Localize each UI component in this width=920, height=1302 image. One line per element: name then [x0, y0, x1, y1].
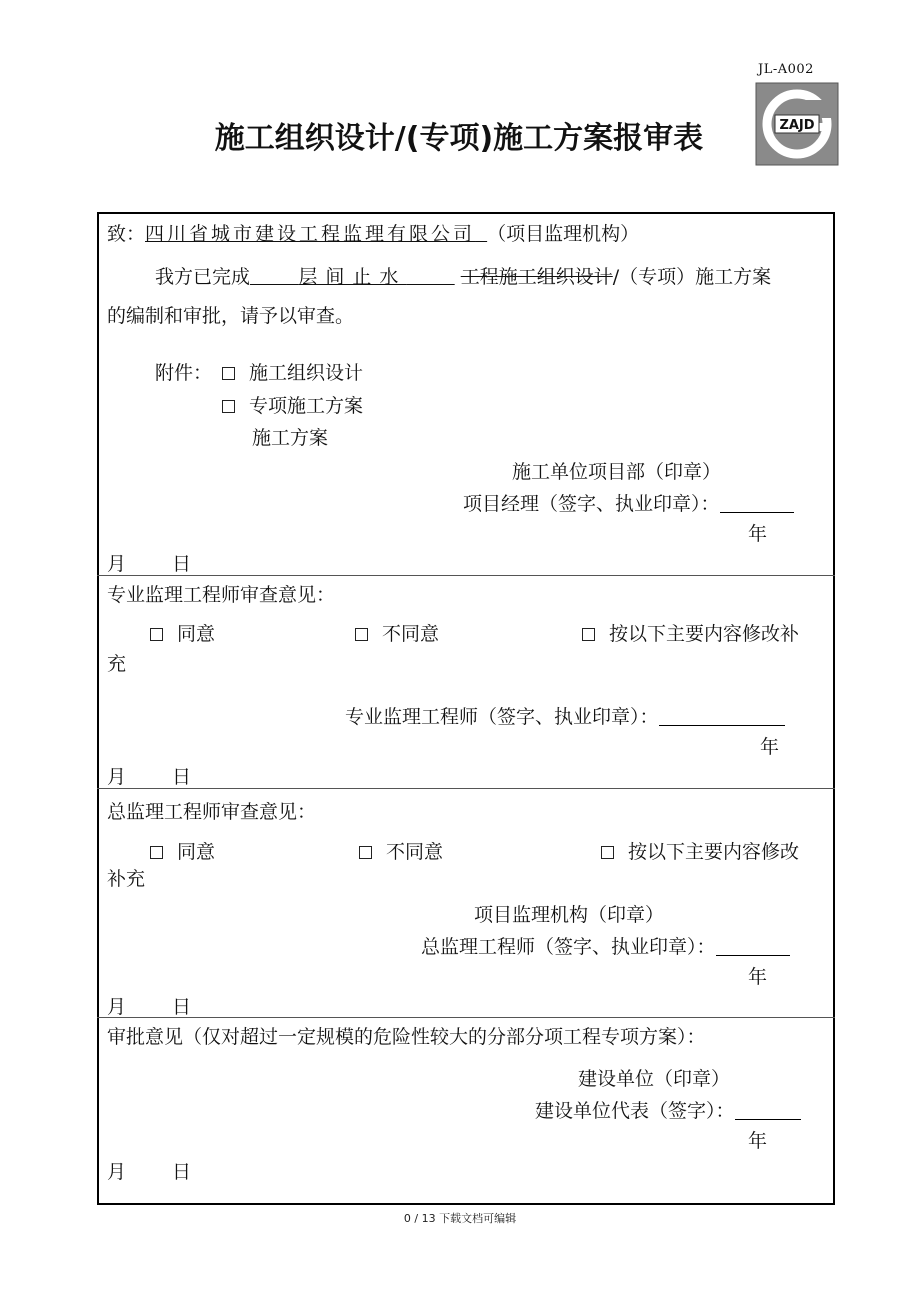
section-heading: 总监理工程师审查意见：	[107, 801, 317, 823]
section-heading: 审批意见（仅对超过一定规模的危险性较大的分部分项工程专项方案）：	[107, 1026, 706, 1048]
unit-stamp: 施工单位项目部（印章）	[512, 461, 722, 483]
checkbox[interactable]	[150, 628, 163, 641]
divider	[97, 1017, 835, 1018]
day-label: 日	[172, 996, 192, 1018]
option-agree[interactable]: 同意	[150, 619, 215, 646]
checkbox[interactable]	[222, 400, 235, 413]
form-code: JL-A002	[758, 62, 814, 77]
signature-line: 项目经理（签字、执业印章）：	[463, 489, 794, 516]
checkbox[interactable]	[601, 846, 614, 859]
checkbox[interactable]	[582, 628, 595, 641]
project-name: 层间止水	[298, 266, 407, 288]
attachment-label: 附件：	[155, 362, 213, 384]
signature-line: 专业监理工程师（签字、执业印章）：	[345, 702, 785, 729]
signature-field[interactable]	[659, 707, 785, 726]
option-disagree[interactable]: 不同意	[359, 837, 443, 864]
option-agree[interactable]: 同意	[150, 837, 215, 864]
option-revise[interactable]: 按以下主要内容修改	[601, 837, 799, 864]
month-label: 月	[107, 766, 127, 788]
signature-field[interactable]	[716, 937, 790, 956]
signature-line: 建设单位代表（签字）：	[535, 1096, 801, 1123]
checkbox[interactable]	[355, 628, 368, 641]
year-label: 年	[760, 736, 780, 758]
month-label: 月	[107, 996, 127, 1018]
attachment-option[interactable]: 专项施工方案	[222, 391, 363, 418]
divider	[97, 788, 835, 789]
page-title: 施工组织设计/(专项)施工方案报审表	[214, 121, 704, 156]
option-wrap: 充	[107, 653, 127, 675]
unit-stamp: 建设单位（印章）	[578, 1068, 731, 1090]
month-label: 月	[107, 553, 127, 575]
supervisor-org: 四川省城市建设工程监理有限公司	[145, 223, 476, 245]
signature-field[interactable]	[735, 1101, 801, 1120]
option-revise[interactable]: 按以下主要内容修改补	[582, 619, 799, 646]
year-label: 年	[748, 1130, 768, 1152]
checkbox[interactable]	[222, 367, 235, 380]
attachment-option[interactable]: 施工组织设计	[222, 358, 363, 385]
option-disagree[interactable]: 不同意	[355, 619, 439, 646]
addressee-line: 致：四川省城市建设工程监理有限公司 （项目监理机构）	[107, 223, 640, 245]
year-label: 年	[748, 966, 768, 988]
divider	[97, 575, 835, 576]
day-label: 日	[172, 553, 192, 575]
page-footer: 0 / 13 下载文档可编辑	[403, 1212, 517, 1225]
year-label: 年	[748, 523, 768, 545]
logo-text: ZAJD	[779, 118, 815, 133]
org-stamp: 项目监理机构（印章）	[474, 904, 665, 926]
section-heading: 专业监理工程师审查意见：	[107, 584, 336, 606]
completion-line: 我方已完成 层间止水 工程施工组织设计/（专项）施工方案	[155, 266, 772, 288]
struck-text: 工程施工组织设计	[460, 266, 613, 288]
completion-line-2: 的编制和审批，请予以审查。	[107, 305, 355, 327]
option-wrap: 补充	[107, 868, 146, 890]
month-label: 月	[107, 1161, 127, 1183]
checkbox[interactable]	[359, 846, 372, 859]
day-label: 日	[172, 766, 192, 788]
checkbox[interactable]	[150, 846, 163, 859]
signature-line: 总监理工程师（签字、执业印章）：	[421, 932, 790, 959]
day-label: 日	[172, 1161, 192, 1183]
attachment-extra: 施工方案	[252, 427, 329, 449]
signature-field[interactable]	[720, 494, 794, 513]
